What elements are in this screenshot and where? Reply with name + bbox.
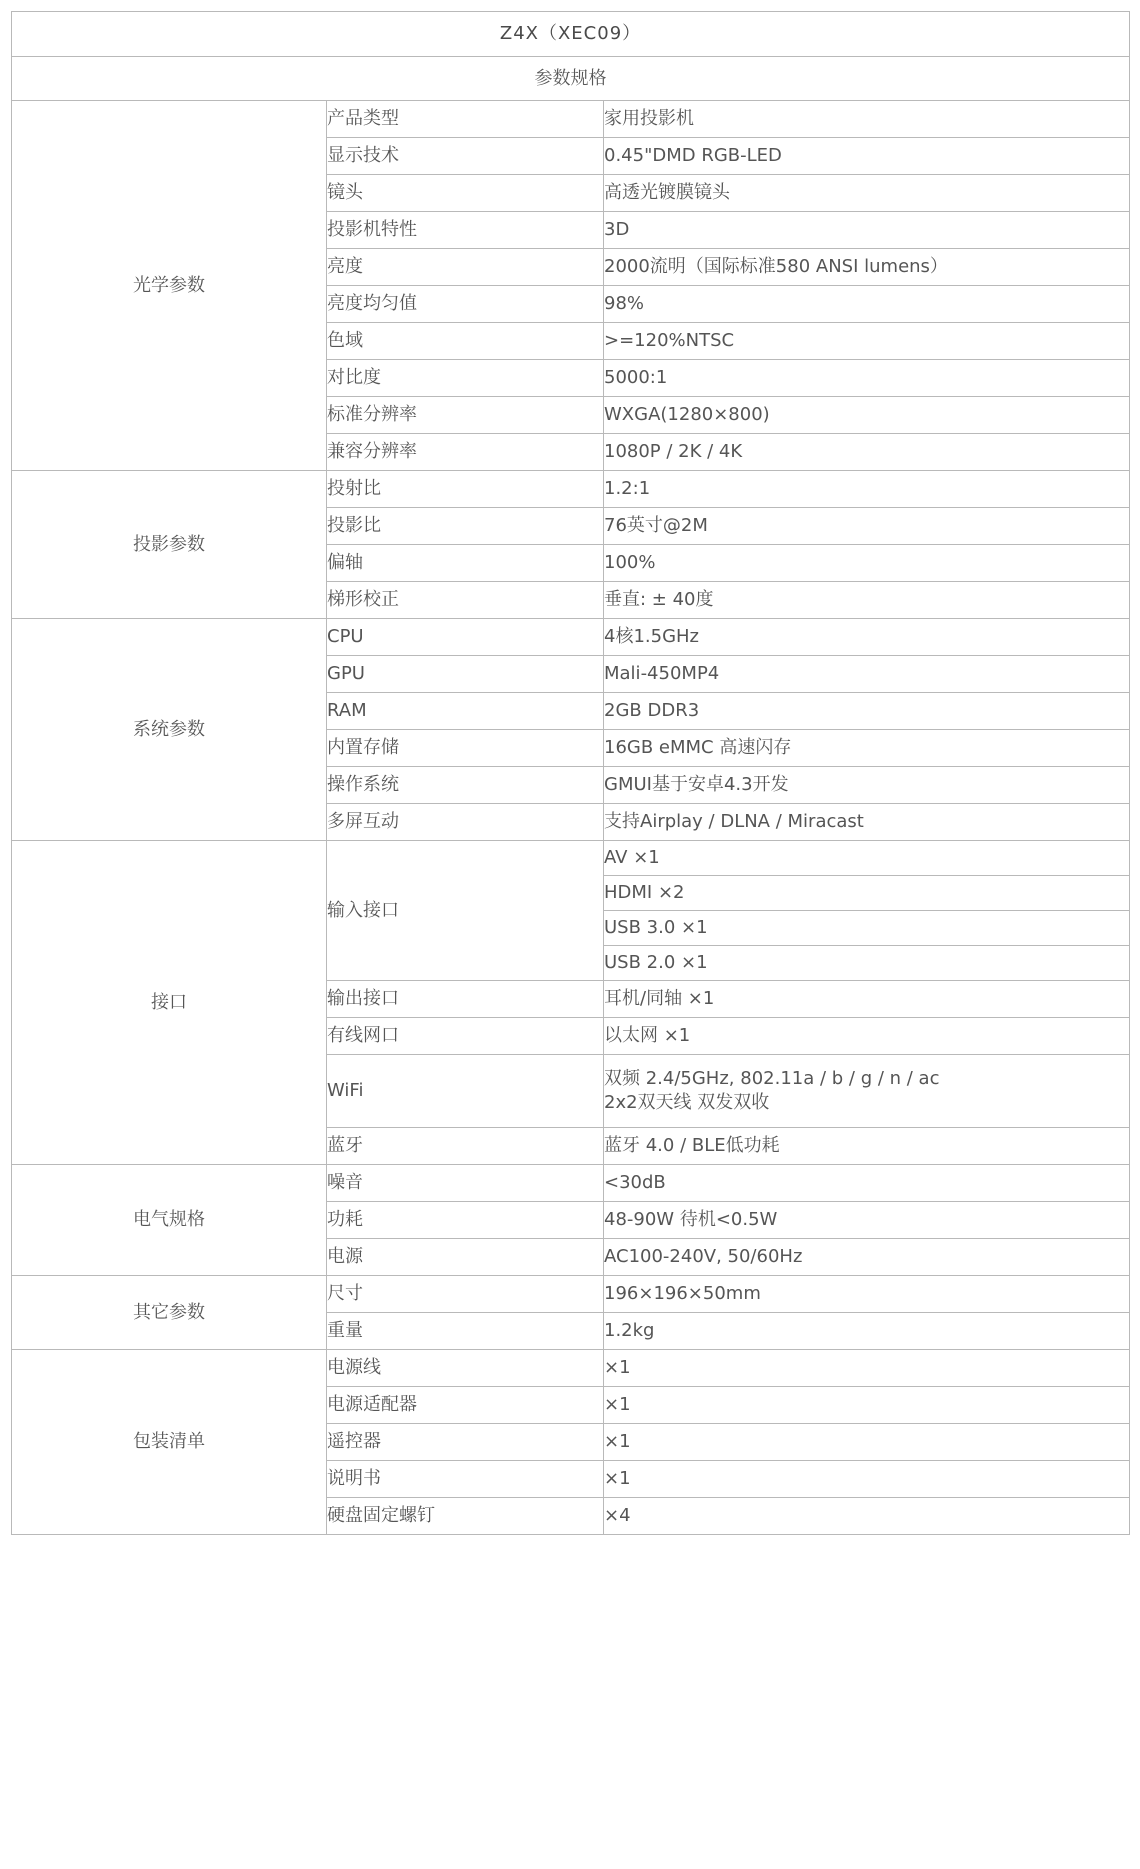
spec-value: ×1: [604, 1461, 1130, 1498]
title-row: [12, 12, 1130, 57]
spec-value: 以太网 ×1: [604, 1018, 1130, 1055]
group-label: 包装清单: [12, 1350, 327, 1535]
spec-table: [11, 11, 1130, 1535]
spec-label: 尺寸: [327, 1276, 604, 1313]
spec-label: 电源线: [327, 1350, 604, 1387]
spec-value: WXGA(1280×800): [604, 397, 1130, 434]
spec-value: GMUI基于安卓4.3开发: [604, 767, 1130, 804]
spec-label: CPU: [327, 619, 604, 656]
spec-label: 梯形校正: [327, 582, 604, 619]
spec-label: WiFi: [327, 1055, 604, 1128]
spec-label: 亮度: [327, 249, 604, 286]
spec-label: 镜头: [327, 175, 604, 212]
table-row: [12, 1276, 1130, 1313]
spec-value: ×1: [604, 1387, 1130, 1424]
spec-label: 投影比: [327, 508, 604, 545]
spec-value: 100%: [604, 545, 1130, 582]
spec-value: ×4: [604, 1498, 1130, 1535]
table-row: [12, 1350, 1130, 1387]
spec-label: 输出接口: [327, 981, 604, 1018]
spec-label: 操作系统: [327, 767, 604, 804]
spec-value: 3D: [604, 212, 1130, 249]
spec-value: Mali-450MP4: [604, 656, 1130, 693]
spec-label: 产品类型: [327, 101, 604, 138]
group-label: 系统参数: [12, 619, 327, 841]
spec-value: 支持Airplay / DLNA / Miracast: [604, 804, 1130, 841]
spec-label: 输入接口: [327, 841, 604, 981]
spec-value: <30dB: [604, 1165, 1130, 1202]
spec-label: 对比度: [327, 360, 604, 397]
spec-value: 蓝牙 4.0 / BLE低功耗: [604, 1128, 1130, 1165]
spec-value: 1.2kg: [604, 1313, 1130, 1350]
spec-value: 1.2:1: [604, 471, 1130, 508]
spec-value: 5000:1: [604, 360, 1130, 397]
spec-label: 投影机特性: [327, 212, 604, 249]
spec-label: 有线网口: [327, 1018, 604, 1055]
group-label: 投影参数: [12, 471, 327, 619]
spec-label: 多屏互动: [327, 804, 604, 841]
spec-label: 功耗: [327, 1202, 604, 1239]
spec-label: GPU: [327, 656, 604, 693]
spec-label: RAM: [327, 693, 604, 730]
spec-value: 16GB eMMC 高速闪存: [604, 730, 1130, 767]
spec-value: 双频 2.4/5GHz, 802.11a / b / g / n / ac 2x2双天线 双发双收: [604, 1055, 1130, 1128]
spec-label: 标准分辨率: [327, 397, 604, 434]
spec-value: HDMI ×2: [604, 876, 1130, 911]
spec-value: 196×196×50mm: [604, 1276, 1130, 1313]
spec-value: 2000流明（国际标准580 ANSI lumens）: [604, 249, 1130, 286]
spec-value: ×1: [604, 1350, 1130, 1387]
product-title: Z4X（XEC09）: [12, 12, 1130, 57]
spec-value: 1080P / 2K / 4K: [604, 434, 1130, 471]
spec-label: 噪音: [327, 1165, 604, 1202]
group-label: 光学参数: [12, 101, 327, 471]
spec-value: 2GB DDR3: [604, 693, 1130, 730]
table-row: [12, 101, 1130, 138]
group-label: 接口: [12, 841, 327, 1165]
spec-value: 76英寸@2M: [604, 508, 1130, 545]
spec-label: 色域: [327, 323, 604, 360]
table-row: [12, 471, 1130, 508]
spec-label: 硬盘固定螺钉: [327, 1498, 604, 1535]
table-row: [12, 841, 1130, 876]
spec-label: 投射比: [327, 471, 604, 508]
spec-label: 电源适配器: [327, 1387, 604, 1424]
spec-value: 48-90W 待机<0.5W: [604, 1202, 1130, 1239]
subtitle-row: [12, 57, 1130, 101]
spec-value: AC100-240V, 50/60Hz: [604, 1239, 1130, 1276]
spec-label: 亮度均匀值: [327, 286, 604, 323]
spec-label: 兼容分辨率: [327, 434, 604, 471]
spec-value: AV ×1: [604, 841, 1130, 876]
spec-label: 内置存储: [327, 730, 604, 767]
spec-value: >=120%NTSC: [604, 323, 1130, 360]
group-label: 电气规格: [12, 1165, 327, 1276]
spec-value: 98%: [604, 286, 1130, 323]
spec-value: 0.45"DMD RGB-LED: [604, 138, 1130, 175]
spec-value: 家用投影机: [604, 101, 1130, 138]
spec-value: USB 3.0 ×1: [604, 911, 1130, 946]
spec-label: 重量: [327, 1313, 604, 1350]
spec-label: 偏轴: [327, 545, 604, 582]
spec-value: 高透光镀膜镜头: [604, 175, 1130, 212]
spec-value: 4核1.5GHz: [604, 619, 1130, 656]
spec-label: 电源: [327, 1239, 604, 1276]
spec-sheet: [11, 11, 1129, 1535]
spec-label: 显示技术: [327, 138, 604, 175]
spec-value: ×1: [604, 1424, 1130, 1461]
spec-label: 遥控器: [327, 1424, 604, 1461]
spec-label: 蓝牙: [327, 1128, 604, 1165]
spec-value: 垂直: ± 40度: [604, 582, 1130, 619]
section-heading: 参数规格: [12, 57, 1130, 101]
spec-value: USB 2.0 ×1: [604, 946, 1130, 981]
table-row: [12, 1165, 1130, 1202]
spec-value: 耳机/同轴 ×1: [604, 981, 1130, 1018]
table-row: [12, 619, 1130, 656]
group-label: 其它参数: [12, 1276, 327, 1350]
spec-label: 说明书: [327, 1461, 604, 1498]
